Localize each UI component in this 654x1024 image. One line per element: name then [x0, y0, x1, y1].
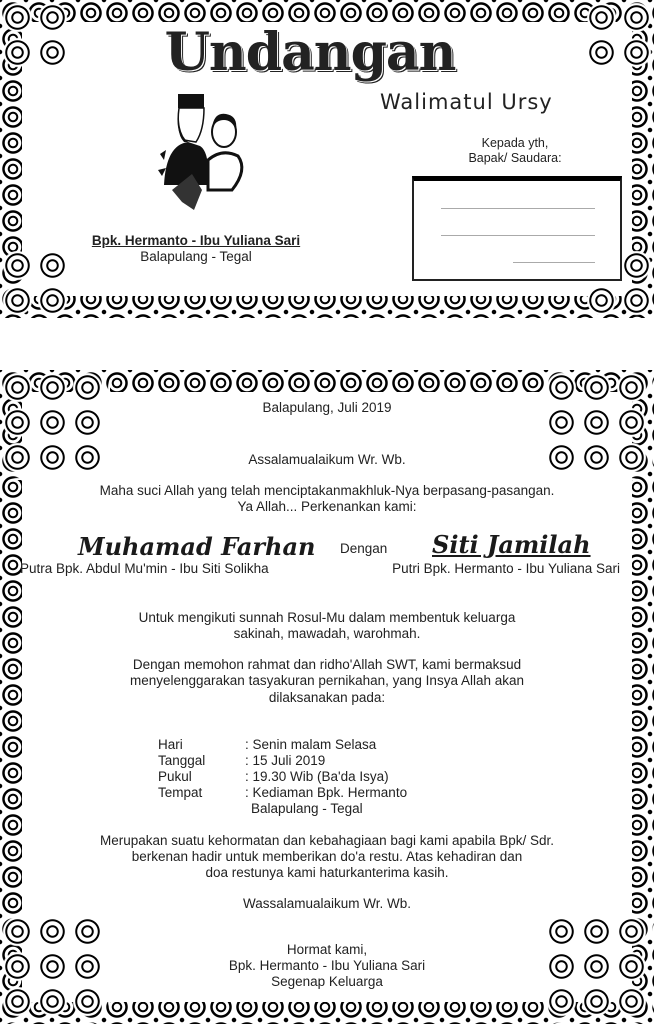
closing-text: berkenan hadir untuk memberikan do'a restu. Atas kehadiran dan — [131, 849, 523, 864]
address-line — [513, 262, 595, 263]
request-text: dilaksanakan pada: — [268, 690, 386, 705]
closing-text: Merupakan suatu kehormatan dan kebahagiaan bagi kami apabila Bpk/ Sdr. — [99, 833, 555, 848]
connector-text: Dengan — [340, 541, 388, 556]
closing-text: doa restunya kami haturkanterima kasih. — [205, 865, 449, 880]
invitation-subtitle: Walimatul Ursy — [380, 90, 553, 114]
detail-value: : 15 Juli 2019 — [245, 753, 326, 768]
request-text: menyelenggarakan tasyakuran pernikahan, yang Insya Allah akan — [129, 673, 524, 688]
detail-label: Tempat — [158, 785, 203, 800]
invitation-title: Undangan — [164, 22, 456, 83]
greeting: Assalamualaikum Wr. Wb. — [248, 452, 406, 467]
recipient-label: Kepada yth, — [481, 136, 549, 150]
address-box[interactable] — [412, 176, 622, 281]
detail-label: Tanggal — [158, 753, 206, 768]
purpose-text: Untuk mengikuti sunnah Rosul-Mu dalam membentuk keluarga — [138, 610, 516, 625]
couple-illustration — [152, 90, 252, 215]
recipient-label: Bapak/ Saudara: — [468, 151, 562, 165]
farewell: Wassalamualaikum Wr. Wb. — [242, 896, 412, 911]
host-name: Bpk. Hermanto - Ibu Yuliana Sari — [91, 233, 301, 248]
detail-value: Balapulang - Tegal — [251, 801, 363, 816]
address-line — [441, 235, 595, 236]
detail-value: : Senin malam Selasa — [245, 737, 377, 752]
groom-name: Muhamad Farhan — [78, 532, 316, 561]
request-text: Dengan memohon rahmat dan ridho'Allah SWT, kami bermaksud — [132, 657, 522, 672]
envelope-card — [0, 0, 654, 318]
place-date: Balapulang, Juli 2019 — [262, 400, 392, 415]
intro-text: Maha suci Allah yang telah menciptakanmakhluk-Nya berpasang-pasangan. — [99, 483, 555, 498]
address-line — [441, 208, 595, 209]
detail-label: Pukul — [158, 769, 192, 784]
detail-value: : Kediaman Bpk. Hermanto — [245, 785, 408, 800]
bride-name: Siti Jamilah — [432, 530, 591, 559]
signoff: Hormat kami, — [286, 942, 368, 957]
host-location: Balapulang - Tegal — [140, 249, 252, 264]
signoff-name: Bpk. Hermanto - Ibu Yuliana Sari — [228, 958, 426, 973]
signoff-family: Segenap Keluarga — [271, 974, 383, 989]
detail-label: Hari — [158, 737, 183, 752]
bride-parents: Putri Bpk. Hermanto - Ibu Yuliana Sari — [392, 561, 620, 576]
detail-value: : 19.30 Wib (Ba'da Isya) — [245, 769, 389, 784]
groom-parents: Putra Bpk. Abdul Mu'min - Ibu Siti Solikha — [20, 561, 269, 576]
purpose-text: sakinah, mawadah, warohmah. — [233, 626, 421, 641]
intro-text: Ya Allah... Perkenankan kami: — [237, 499, 417, 514]
